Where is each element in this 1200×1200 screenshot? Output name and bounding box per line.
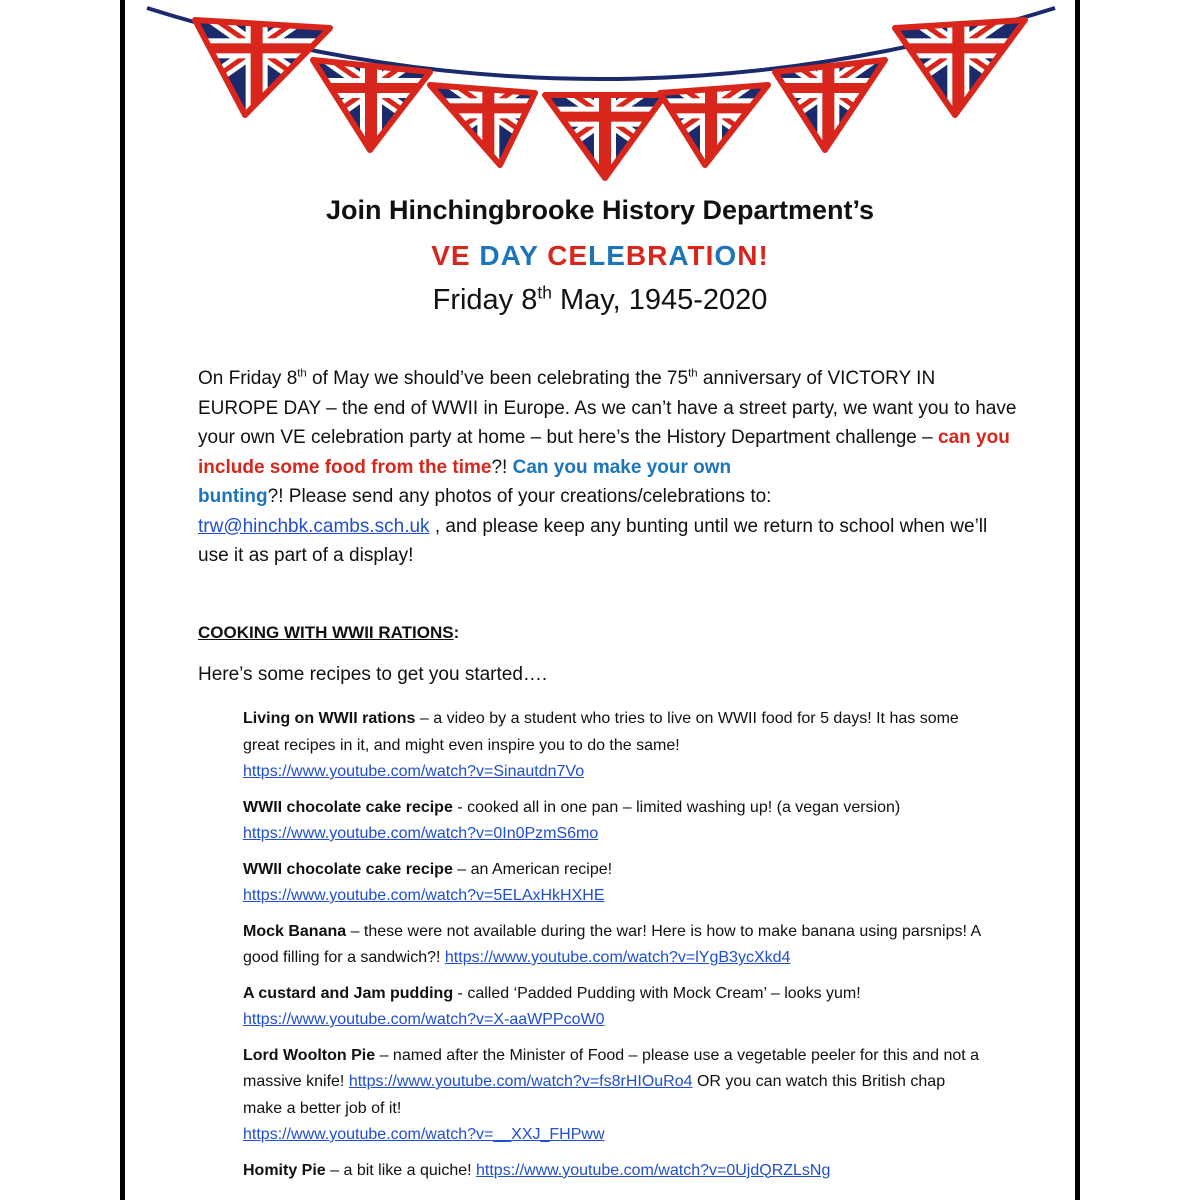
intro-text: On Friday 8 — [198, 368, 298, 389]
bunting-challenge-text: bunting — [198, 486, 268, 507]
recipe-item — [243, 795, 983, 848]
subtitle-day: DAY — [479, 240, 548, 271]
recipe-description: – named after the Minister of Food – please use a vegetable peeler for this and not a massive knife! — [243, 1046, 980, 1090]
celebration-letter: I — [705, 240, 715, 271]
recipe-description: - called ‘Padded Pudding with Mock Cream’ – looks yum! — [453, 984, 861, 1002]
recipe-video-link[interactable]: https://www.youtube.com/watch?v=lYgB3ycXkd4 — [444, 949, 791, 966]
intro-sup: th — [688, 367, 698, 380]
recipe-video-link[interactable]: https://www.youtube.com/watch?v=0In0PzmS6mo — [243, 825, 599, 842]
recipe-item — [243, 1158, 983, 1185]
celebration-letter: E — [568, 240, 589, 271]
recipe-item — [243, 919, 983, 972]
recipe-item — [243, 857, 983, 910]
recipe-extra-text: OR you can watch this British chap make a better job of it! — [243, 1073, 946, 1117]
celebration-letter: O — [714, 240, 738, 271]
recipe-list — [243, 706, 983, 1193]
recipe-item — [243, 706, 983, 786]
recipe-video-link[interactable]: https://www.youtube.com/watch?v=__XXJ_FHPww — [243, 1126, 605, 1143]
subtitle-celebration — [547, 240, 758, 271]
bunting-challenge-text: Can you make your own — [512, 456, 732, 478]
recipe-title: WWII chocolate cake recipe — [243, 860, 453, 878]
recipe-description: - cooked all in one pan – limited washing up! (a vegan version) — [452, 798, 901, 816]
poster-subtitle — [125, 240, 1075, 272]
subtitle-ve: VE — [431, 240, 480, 271]
poster-date — [125, 284, 1075, 317]
intro-text: , and please keep any bunting until we return to school when we’ll use it as part of a display! — [198, 515, 988, 566]
recipe-item — [243, 981, 983, 1034]
recipe-title: Homity Pie — [243, 1161, 326, 1179]
recipe-title: Mock Banana — [243, 922, 347, 940]
celebration-letter: E — [606, 240, 626, 271]
section-title — [198, 623, 459, 643]
intro-text: of May we should’ve been celebrating the 75 — [306, 368, 689, 389]
intro-text: anniversary of VICTORY IN EUROPE DAY – the end of WWII in Europe. As we can’t have a street party, we want you to have your own VE celebration party at home – but here’s the History Department challenge – — [198, 368, 1017, 448]
date-sup: th — [537, 282, 552, 303]
section-subtitle: Here’s some recipes to get you started…. — [198, 664, 548, 685]
celebration-letter: N — [737, 240, 759, 271]
recipe-title: Living on WWII rations — [243, 710, 416, 727]
recipe-video-link[interactable]: https://www.youtube.com/watch?v=Sinautdn7Vo — [243, 763, 585, 780]
celebration-letter: A — [668, 240, 688, 271]
recipe-title: Lord Woolton Pie — [243, 1046, 376, 1064]
union-jack-bunting-image — [125, 0, 1075, 200]
recipe-description: – a bit like a quiche! — [325, 1161, 476, 1179]
recipe-video-link[interactable]: https://www.youtube.com/watch?v=0UjdQRZLsNg — [476, 1161, 831, 1179]
recipe-title: A custard and Jam pudding — [243, 984, 454, 1002]
date-day: Friday 8 — [432, 284, 538, 316]
celebration-letter: T — [687, 240, 706, 271]
intro-sup: th — [297, 367, 307, 380]
poster-title: Join Hinchingbrooke History Department’s — [325, 195, 875, 225]
intro-text: ?! — [491, 456, 513, 478]
celebration-letter: B — [625, 240, 648, 271]
recipe-description: – a video by a student who tries to live on WWII food for 5 days! It has some great recipes in it, and might even inspire you to do the same! — [243, 710, 959, 754]
celebration-letter: L — [588, 240, 607, 271]
poster-page — [125, 0, 1075, 1200]
recipe-video-link[interactable]: https://www.youtube.com/watch?v=X-aaWPPcoW0 — [243, 1011, 605, 1028]
recipe-video-link[interactable]: https://www.youtube.com/watch?v=fs8rHIOuRo4 — [348, 1073, 693, 1090]
celebration-letter: C — [547, 240, 569, 271]
subtitle-exclaim: ! — [758, 240, 769, 271]
intro-paragraph — [198, 364, 1018, 571]
recipe-title: WWII chocolate cake recipe — [243, 798, 453, 816]
recipe-video-link[interactable]: https://www.youtube.com/watch?v=5ELAxHkHXHE — [243, 887, 605, 904]
recipe-description: – these were not available during the war! Here is how to make banana using parsnips! A good filling for a sandwich?! — [243, 922, 981, 966]
right-border — [1075, 0, 1080, 1200]
date-rest: May, 1945-2020 — [551, 284, 768, 316]
section-title-text: COOKING WITH WWII RATIONS — [198, 623, 454, 642]
section-colon: : — [453, 623, 460, 642]
recipe-description: – an American recipe! — [452, 860, 613, 878]
email-link[interactable]: trw@hinchbk.cambs.sch.uk — [198, 515, 430, 537]
celebration-letter: R — [647, 240, 669, 271]
food-challenge-text: can you include some food from the time — [198, 427, 1010, 478]
intro-text: ?! Please send any photos of your creations/celebrations to: — [267, 486, 772, 507]
recipe-item — [243, 1043, 983, 1149]
